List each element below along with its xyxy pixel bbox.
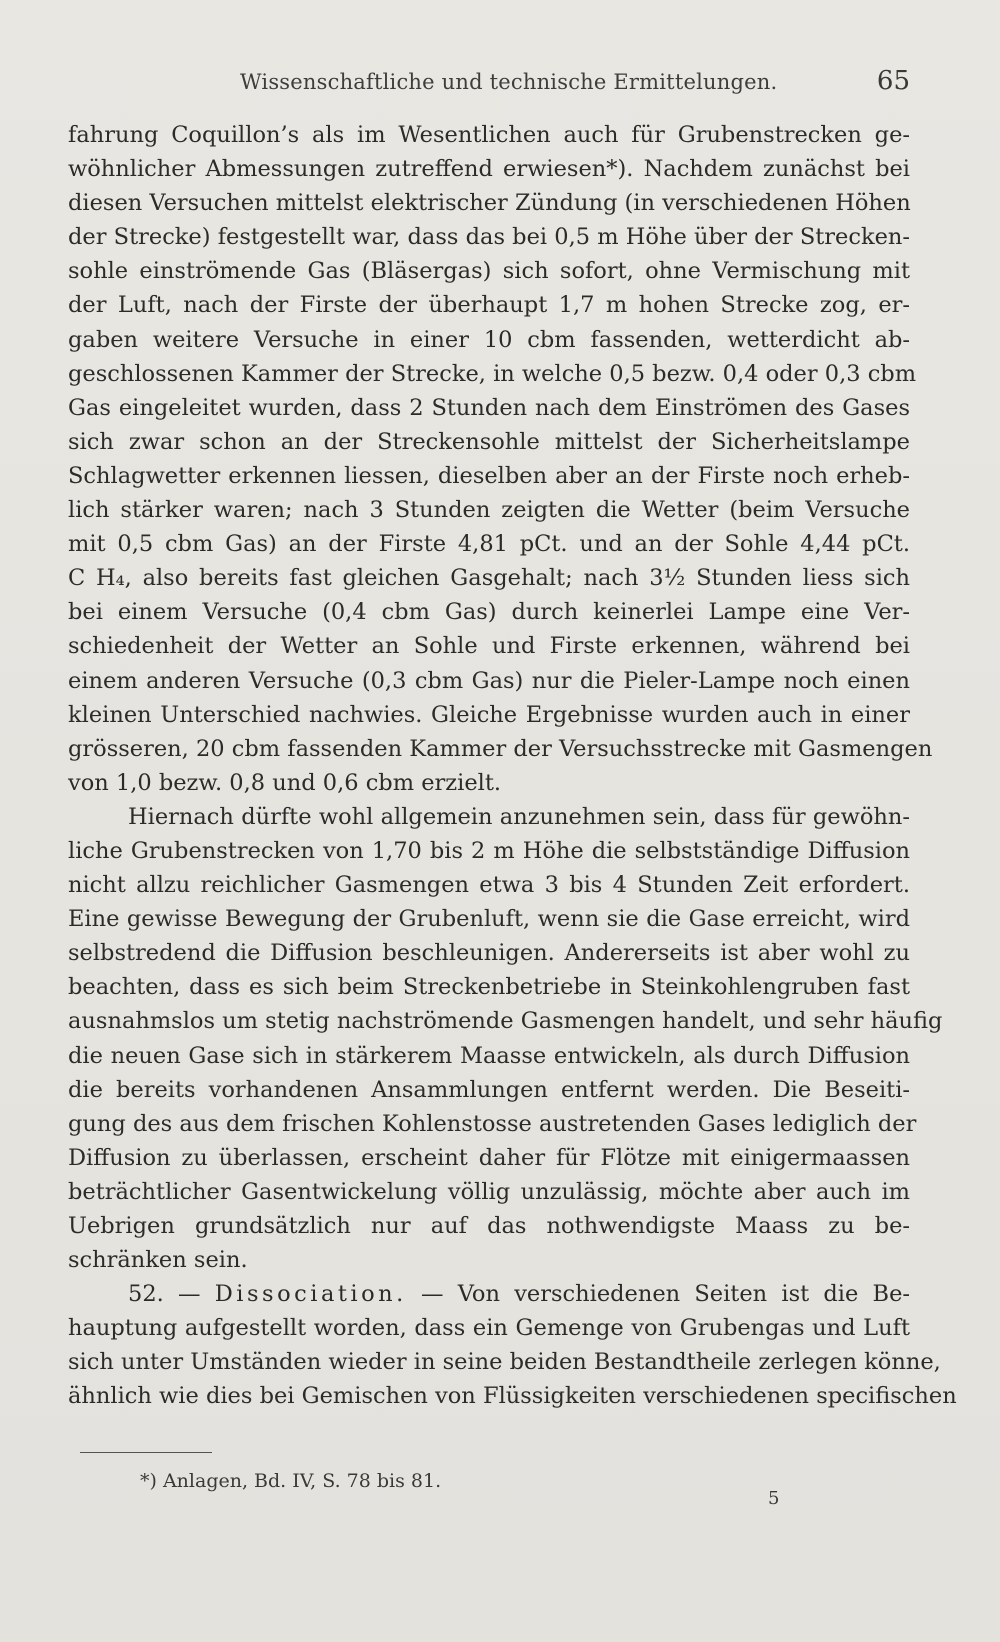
text-line: die neuen Gase sich in stärkerem Maasse entwickeln, als durch Diffusion [68, 1042, 910, 1069]
text-line: Diffusion zu überlassen, erscheint daher für Flötze mit einigermaassen [68, 1144, 910, 1171]
text-line: mit 0,5 cbm Gas) an der Firste 4,81 pCt. und an der Sohle 4,44 pCt. [68, 531, 910, 558]
text-line: die bereits vorhandenen Ansammlungen entfernt werden. Die Beseiti- [68, 1076, 910, 1103]
text-line: nicht allzu reichlicher Gasmengen etwa 3 bis 4 Stunden Zeit erfordert. [68, 872, 910, 899]
text-line: liche Grubenstrecken von 1,70 bis 2 m Höhe die selbstständige Diffusion [68, 837, 910, 864]
section-keyword: Dissociation. [214, 1281, 407, 1308]
page-number: 65 [876, 66, 910, 96]
text-line: Eine gewisse Bewegung der Grubenluft, wenn sie die Gase erreicht, wird [68, 906, 910, 933]
text-line: wöhnlicher Abmessungen zutreffend erwiesen*). Nachdem zunächst bei [68, 156, 910, 183]
text-line: beträchtlicher Gasentwickelung völlig unzulässig, möchte aber auch im [68, 1178, 910, 1205]
text-line: C H₄, also bereits fast gleichen Gasgehalt; nach 3½ Stunden liess sich [68, 565, 910, 592]
text-line: beachten, dass es sich beim Streckenbetriebe in Steinkohlengruben fast [68, 974, 910, 1001]
text-line: kleinen Unterschied nachwies. Gleiche Ergebnisse wurden auch in einer [68, 701, 910, 728]
text-line: sich zwar schon an der Streckensohle mittelst der Sicherheitslampe [68, 428, 910, 455]
body-text [68, 118, 957, 1414]
footnote: *) Anlagen, Bd. IV, S. 78 bis 81. [140, 1470, 442, 1492]
text-line: diesen Versuchen mittelst elektrischer Zündung (in verschiedenen Höhen [68, 190, 911, 217]
section-first-text: Von verschiedenen Seiten ist die Be- [457, 1281, 910, 1308]
section-number: 52. [128, 1281, 164, 1308]
text-line: sohle einströmende Gas (Bläsergas) sich sofort, ohne Vermischung mit [68, 258, 910, 285]
running-title: Wissenschaftliche und technische Ermittelungen. [240, 70, 778, 94]
text-line: ähnlich wie dies bei Gemischen von Flüssigkeiten verschiedenen specifischen [68, 1383, 957, 1410]
dash: — [178, 1281, 201, 1308]
text-line: lich stärker waren; nach 3 Stunden zeigten die Wetter (beim Versuche [68, 497, 910, 524]
text-line: schiedenheit der Wetter an Sohle und Firste erkennen, während bei [68, 633, 910, 660]
text-line: grösseren, 20 cbm fassenden Kammer der Versuchsstrecke mit Gasmengen [68, 735, 933, 762]
text-line: sich unter Umständen wieder in seine beiden Bestandtheile zerlegen könne, [68, 1349, 941, 1376]
text-line: gung des aus dem frischen Kohlenstosse austretenden Gases lediglich der [68, 1110, 917, 1137]
text-line: bei einem Versuche (0,4 cbm Gas) durch keinerlei Lampe eine Ver- [68, 599, 910, 626]
text-line: fahrung Coquillon’s als im Wesentlichen auch für Grubenstrecken ge- [68, 122, 910, 148]
footnote-rule [80, 1452, 212, 1453]
text-line: ausnahmslos um stetig nachströmende Gasmengen handelt, und sehr häufig [68, 1008, 943, 1035]
text-line: geschlossenen Kammer der Strecke, in welche 0,5 bezw. 0,4 oder 0,3 cbm [68, 360, 917, 387]
text-line: von 1,0 bezw. 0,8 und 0,6 cbm erzielt. [68, 769, 502, 796]
text-line: der Strecke) festgestellt war, dass das bei 0,5 m Höhe über der Strecken- [68, 224, 910, 251]
signature-mark: 5 [768, 1488, 780, 1509]
text-line: schränken sein. [68, 1247, 248, 1274]
text-line: der Luft, nach der Firste der überhaupt 1,7 m hohen Strecke zog, er- [68, 292, 910, 319]
text-line: gaben weitere Versuche in einer 10 cbm fassenden, wetterdicht ab- [68, 326, 910, 353]
dash: — [421, 1281, 444, 1308]
text-line: einem anderen Versuche (0,3 cbm Gas) nur die Pieler-Lampe noch einen [68, 667, 910, 694]
text-line: selbstredend die Diffusion beschleunigen. Andererseits ist aber wohl zu [68, 940, 910, 967]
text-line: Gas eingeleitet wurden, dass 2 Stunden nach dem Einströmen des Gases [68, 394, 910, 421]
running-head [80, 66, 910, 106]
text-line: Schlagwetter erkennen liessen, dieselben aber an der Firste noch erheb- [68, 462, 910, 489]
section-heading-line [68, 1277, 910, 1311]
text-line: Hiernach dürfte wohl allgemein anzunehmen sein, dass für gewöhn- [128, 803, 910, 830]
text-line: Uebrigen grundsätzlich nur auf das nothwendigste Maass zu be- [68, 1213, 910, 1239]
text-line: hauptung aufgestellt worden, dass ein Gemenge von Grubengas und Luft [68, 1315, 910, 1342]
